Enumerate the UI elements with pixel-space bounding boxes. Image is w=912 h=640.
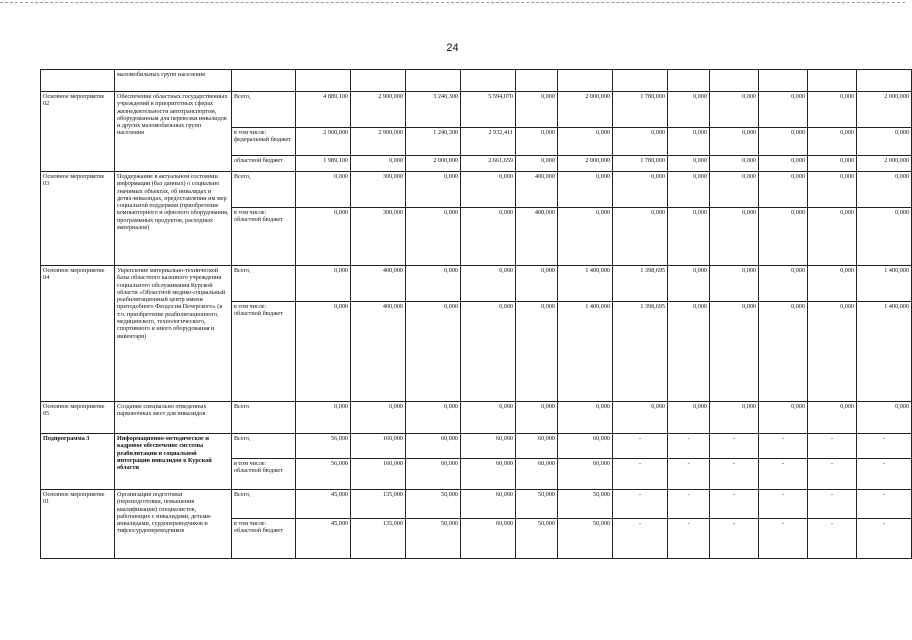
amount-cell: -	[668, 459, 710, 490]
amount-cell: 56,000	[296, 459, 351, 490]
funding-source-cell: в том числе: областной бюджет	[232, 459, 296, 490]
amount-cell: 400,000	[516, 172, 558, 208]
amount-cell: 400,000	[351, 266, 406, 302]
amount-cell: 0,000	[668, 172, 710, 208]
amount-cell: 0,000	[516, 92, 558, 128]
amount-cell: -	[613, 434, 668, 459]
amount-cell	[857, 70, 912, 92]
amount-cell: 0,000	[558, 172, 613, 208]
amount-cell: 60,000	[406, 434, 461, 459]
amount-cell: 0,000	[808, 266, 857, 302]
measure-name-cell: Поддержание в актуальном состоянии информации (баз данных) о социально значимых объектах, об инвалидах и детях-инвалидах, предоставлении им мер социальной поддержки (приобретение компьютерного и офисного оборудования, программных продуктов, расходных материалов)	[115, 172, 232, 266]
amount-cell: -	[808, 434, 857, 459]
amount-cell: 60,000	[461, 459, 516, 490]
amount-cell: 2 000,000	[558, 156, 613, 172]
amount-cell: 0,000	[668, 302, 710, 402]
amount-cell: 50,000	[516, 519, 558, 559]
amount-cell: 0,000	[516, 128, 558, 156]
amount-cell: 1 400,000	[558, 266, 613, 302]
amount-cell: 0,000	[406, 208, 461, 266]
funding-source-cell: Всего,	[232, 172, 296, 208]
amount-cell: 160,000	[351, 434, 406, 459]
amount-cell: 0,000	[710, 402, 759, 434]
amount-cell: 0,000	[857, 208, 912, 266]
amount-cell	[296, 70, 351, 92]
table-row	[41, 402, 912, 434]
table-row	[41, 92, 912, 128]
amount-cell: 50,000	[558, 519, 613, 559]
amount-cell: 60,000	[406, 459, 461, 490]
amount-cell: 0,000	[461, 208, 516, 266]
amount-cell: 0,000	[668, 266, 710, 302]
amount-cell: -	[710, 459, 759, 490]
funding-source-cell: областной бюджет	[232, 156, 296, 172]
amount-cell: 2 000,000	[857, 156, 912, 172]
table-row	[41, 266, 912, 302]
amount-cell: 2 000,000	[558, 92, 613, 128]
amount-cell: 0,000	[759, 92, 808, 128]
measure-code-cell: Подпрограмма 3	[41, 434, 115, 490]
amount-cell: 0,000	[613, 172, 668, 208]
amount-cell: 0,000	[461, 172, 516, 208]
table-row	[41, 70, 912, 92]
amount-cell: -	[710, 434, 759, 459]
amount-cell: 0,000	[516, 156, 558, 172]
amount-cell: 0,000	[808, 208, 857, 266]
amount-cell: 160,000	[351, 459, 406, 490]
measure-name-cell: Организация подготовки (переподготовки, повышения квалификации) специалистов, работающих с инвалидами, детьми-инвалидами, сурдопереводчиков и тифлосурдопереводчиков	[115, 490, 232, 559]
amount-cell: 50,000	[558, 490, 613, 519]
budget-table	[40, 69, 912, 559]
amount-cell: 0,000	[613, 402, 668, 434]
amount-cell: 4 889,100	[296, 92, 351, 128]
measure-name-cell: Информационно-методическое и кадровое обеспечение системы реабилитации и социальной интеграции инвалидов в Курской области	[115, 434, 232, 490]
amount-cell	[558, 70, 613, 92]
amount-cell: 0,000	[857, 128, 912, 156]
funding-source-cell: Всего,	[232, 434, 296, 459]
funding-source-cell: Всего,	[232, 92, 296, 128]
amount-cell: 135,000	[351, 490, 406, 519]
amount-cell: 0,000	[668, 128, 710, 156]
amount-cell: -	[710, 490, 759, 519]
amount-cell: 0,000	[558, 402, 613, 434]
measure-name-cell: Обеспечение областных государственных учреждений в приоритетных сферах жизнедеятельности автотранспортом, оборудованным для перевозки инвалидов и других маломобильных групп населения	[115, 92, 232, 172]
amount-cell: 0,000	[461, 302, 516, 402]
amount-cell: 0,000	[296, 402, 351, 434]
amount-cell: -	[759, 459, 808, 490]
funding-source-cell: Всего,	[232, 266, 296, 302]
amount-cell: -	[857, 490, 912, 519]
amount-cell: 0,000	[668, 92, 710, 128]
amount-cell: 0,000	[351, 156, 406, 172]
amount-cell: -	[668, 490, 710, 519]
scan-edge-line	[0, 2, 905, 3]
amount-cell	[808, 70, 857, 92]
amount-cell: 1 989,100	[296, 156, 351, 172]
amount-cell: -	[857, 459, 912, 490]
funding-source-cell: в том числе: областной бюджет	[232, 208, 296, 266]
amount-cell: 0,000	[808, 402, 857, 434]
amount-cell: 1 780,000	[613, 156, 668, 172]
page-number: 24	[446, 42, 459, 54]
amount-cell: 1 400,000	[857, 302, 912, 402]
amount-cell: 45,000	[296, 519, 351, 559]
amount-cell: 0,000	[710, 128, 759, 156]
amount-cell: 0,000	[710, 302, 759, 402]
amount-cell: 0,000	[558, 208, 613, 266]
amount-cell: 0,000	[461, 266, 516, 302]
amount-cell: 135,000	[351, 519, 406, 559]
amount-cell: 2 900,000	[351, 92, 406, 128]
amount-cell: 400,000	[516, 208, 558, 266]
amount-cell: 0,000	[808, 92, 857, 128]
amount-cell: 0,000	[351, 402, 406, 434]
measure-name-cell: маломобильных групп населения	[115, 70, 232, 92]
amount-cell: -	[808, 490, 857, 519]
measure-code-cell: Основное мероприятие 01	[41, 490, 115, 559]
amount-cell: 0,000	[710, 92, 759, 128]
amount-cell: 0,000	[710, 208, 759, 266]
amount-cell	[710, 70, 759, 92]
amount-cell: 0,000	[613, 128, 668, 156]
measure-name-cell: Создание специально отведенных парковочных мест для инвалидов	[115, 402, 232, 434]
amount-cell: 0,000	[710, 156, 759, 172]
amount-cell: 0,000	[296, 266, 351, 302]
amount-cell	[759, 70, 808, 92]
amount-cell: 0,000	[759, 208, 808, 266]
amount-cell: 0,000	[296, 208, 351, 266]
amount-cell: 2 932,411	[461, 128, 516, 156]
amount-cell: 300,000	[351, 172, 406, 208]
table-row	[41, 490, 912, 519]
amount-cell: 0,000	[406, 302, 461, 402]
amount-cell	[668, 70, 710, 92]
amount-cell: 2 000,000	[406, 156, 461, 172]
amount-cell: 0,000	[857, 172, 912, 208]
amount-cell: -	[857, 519, 912, 559]
amount-cell: -	[759, 434, 808, 459]
amount-cell	[461, 70, 516, 92]
amount-cell: 0,000	[808, 128, 857, 156]
amount-cell: 60,000	[461, 490, 516, 519]
amount-cell: 1 780,000	[613, 92, 668, 128]
amount-cell: 0,000	[406, 172, 461, 208]
amount-cell: 0,000	[759, 302, 808, 402]
amount-cell: -	[613, 459, 668, 490]
amount-cell: 0,000	[668, 208, 710, 266]
amount-cell: -	[613, 490, 668, 519]
amount-cell: 0,000	[710, 172, 759, 208]
amount-cell: 0,000	[406, 266, 461, 302]
amount-cell: 60,000	[558, 434, 613, 459]
funding-source-cell: в том числе: федеральный бюджет	[232, 128, 296, 156]
amount-cell: -	[857, 434, 912, 459]
amount-cell: 0,000	[759, 128, 808, 156]
amount-cell: -	[759, 519, 808, 559]
funding-source-cell	[232, 70, 296, 92]
measure-code-cell: Основное мероприятие 05	[41, 402, 115, 434]
measure-code-cell	[41, 70, 115, 92]
amount-cell: 1 398,695	[613, 302, 668, 402]
amount-cell: 60,000	[461, 434, 516, 459]
amount-cell: 0,000	[461, 402, 516, 434]
measure-code-cell: Основное мероприятие 02	[41, 92, 115, 172]
amount-cell: 60,000	[516, 434, 558, 459]
amount-cell: 1 398,695	[613, 266, 668, 302]
measure-code-cell: Основное мероприятие 04	[41, 266, 115, 402]
amount-cell: 0,000	[808, 302, 857, 402]
amount-cell: 60,000	[461, 519, 516, 559]
funding-source-cell: в том числе: областной бюджет	[232, 519, 296, 559]
amount-cell: 0,000	[296, 302, 351, 402]
amount-cell: 0,000	[296, 172, 351, 208]
amount-cell: 2 900,000	[296, 128, 351, 156]
amount-cell: 50,000	[516, 490, 558, 519]
amount-cell: 0,000	[857, 402, 912, 434]
amount-cell: -	[668, 519, 710, 559]
table-row	[41, 434, 912, 459]
amount-cell: 50,000	[406, 490, 461, 519]
amount-cell: 0,000	[558, 128, 613, 156]
amount-cell: 0,000	[710, 266, 759, 302]
measure-code-cell: Основное мероприятие 03	[41, 172, 115, 266]
amount-cell: 60,000	[558, 459, 613, 490]
amount-cell: 1 400,000	[857, 266, 912, 302]
amount-cell: 300,000	[351, 208, 406, 266]
amount-cell: 45,000	[296, 490, 351, 519]
amount-cell: 0,000	[613, 208, 668, 266]
amount-cell	[406, 70, 461, 92]
amount-cell: 60,000	[516, 459, 558, 490]
amount-cell: -	[613, 519, 668, 559]
amount-cell: 0,000	[759, 172, 808, 208]
funding-source-cell: Всего	[232, 402, 296, 434]
amount-cell: 0,000	[808, 172, 857, 208]
amount-cell: 0,000	[668, 156, 710, 172]
funding-source-cell: в том числе: областной бюджет	[232, 302, 296, 402]
funding-source-cell: Всего,	[232, 490, 296, 519]
amount-cell: 0,000	[808, 156, 857, 172]
amount-cell: 2 000,000	[857, 92, 912, 128]
amount-cell: 0,000	[668, 402, 710, 434]
amount-cell: 0,000	[516, 266, 558, 302]
amount-cell: -	[710, 519, 759, 559]
amount-cell: 56,000	[296, 434, 351, 459]
amount-cell: 3 240,300	[406, 92, 461, 128]
measure-name-cell: Укрепление материально-технической базы областного казенного учреждения социального обслуживания Курской области «Областной медико-социальный реабилитационный центр имени преподобного Феодосия Печерского» (в т.ч. приобретение реабилитационного, медицинского, технологического, спортивного и иного оборудования и инвентаря)	[115, 266, 232, 402]
amount-cell	[351, 70, 406, 92]
amount-cell: 0,000	[516, 402, 558, 434]
amount-cell: 0,000	[406, 402, 461, 434]
amount-cell: 0,000	[516, 302, 558, 402]
amount-cell: 1 400,000	[558, 302, 613, 402]
amount-cell: 1 240,300	[406, 128, 461, 156]
amount-cell: 0,000	[759, 156, 808, 172]
amount-cell: 2 900,000	[351, 128, 406, 156]
table-row	[41, 172, 912, 208]
amount-cell: -	[668, 434, 710, 459]
amount-cell: 0,000	[759, 402, 808, 434]
amount-cell: -	[808, 459, 857, 490]
amount-cell: 50,000	[406, 519, 461, 559]
amount-cell	[613, 70, 668, 92]
amount-cell: 0,000	[759, 266, 808, 302]
amount-cell: -	[808, 519, 857, 559]
amount-cell: 400,000	[351, 302, 406, 402]
amount-cell: 2 661,659	[461, 156, 516, 172]
amount-cell	[516, 70, 558, 92]
amount-cell: -	[759, 490, 808, 519]
amount-cell: 5 594,070	[461, 92, 516, 128]
